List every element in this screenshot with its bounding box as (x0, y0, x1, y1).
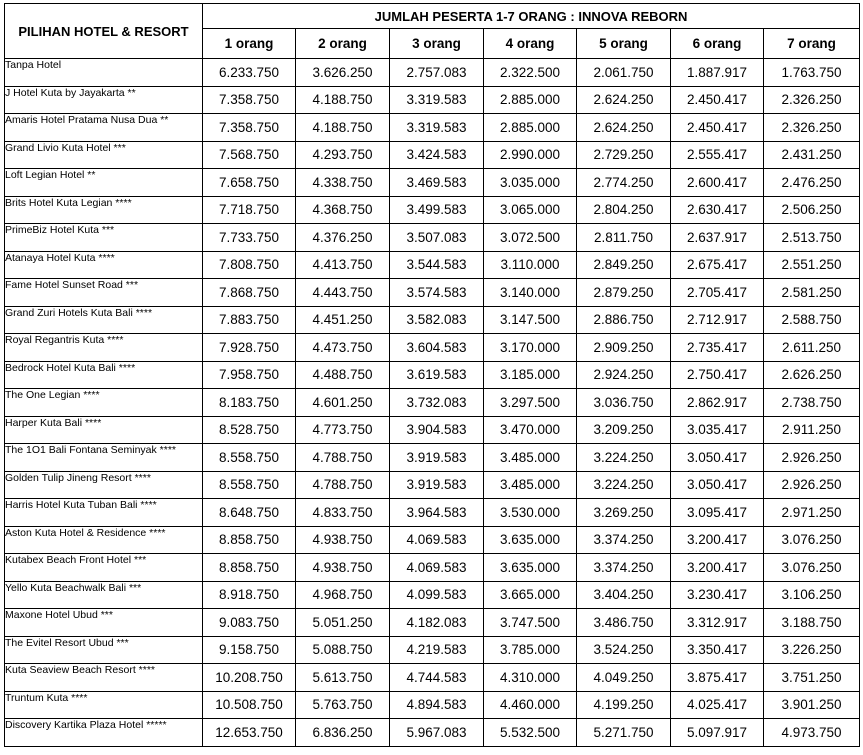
price-cell: 3.470.000 (484, 416, 577, 444)
price-cell: 2.804.250 (577, 196, 671, 224)
hotel-name-cell: J Hotel Kuta by Jayakarta ** (5, 86, 203, 114)
table-row (5, 196, 860, 224)
price-cell: 4.413.750 (296, 251, 390, 279)
price-cell: 5.088.750 (296, 636, 390, 664)
table-row (5, 636, 860, 664)
table-row (5, 719, 860, 747)
price-cell: 4.488.750 (296, 361, 390, 389)
price-cell: 7.358.750 (203, 86, 296, 114)
price-cell: 8.918.750 (203, 581, 296, 609)
price-cell: 5.097.917 (671, 719, 764, 747)
hotel-name-cell: PrimeBiz Hotel Kuta *** (5, 224, 203, 252)
price-cell: 3.312.917 (671, 609, 764, 637)
price-cell: 8.183.750 (203, 389, 296, 417)
price-cell: 3.747.500 (484, 609, 577, 637)
price-cell: 2.909.250 (577, 334, 671, 362)
price-cell: 2.450.417 (671, 86, 764, 114)
price-cell: 3.319.583 (390, 114, 484, 142)
hotel-name-cell: The 1O1 Bali Fontana Seminyak **** (5, 444, 203, 472)
price-cell: 4.833.750 (296, 499, 390, 527)
price-cell: 2.513.750 (764, 224, 860, 252)
price-cell: 5.967.083 (390, 719, 484, 747)
price-cell: 8.648.750 (203, 499, 296, 527)
price-cell: 2.450.417 (671, 114, 764, 142)
hotel-name-cell: The One Legian **** (5, 389, 203, 417)
price-cell: 3.626.250 (296, 59, 390, 87)
price-cell: 2.971.250 (764, 499, 860, 527)
table-row (5, 306, 860, 334)
hotel-price-table (4, 3, 860, 747)
price-cell: 2.581.250 (764, 279, 860, 307)
price-cell: 2.637.917 (671, 224, 764, 252)
price-cell: 7.658.750 (203, 169, 296, 197)
hotel-name-cell: Loft Legian Hotel ** (5, 169, 203, 197)
hotel-column-header: PILIHAN HOTEL & RESORT (5, 4, 203, 59)
price-cell: 2.750.417 (671, 361, 764, 389)
price-cell: 4.473.750 (296, 334, 390, 362)
price-cell: 4.199.250 (577, 691, 671, 719)
price-cell: 2.911.250 (764, 416, 860, 444)
price-cell: 3.619.583 (390, 361, 484, 389)
price-cell: 4.338.750 (296, 169, 390, 197)
price-cell: 2.738.750 (764, 389, 860, 417)
price-cell: 7.568.750 (203, 141, 296, 169)
price-cell: 9.158.750 (203, 636, 296, 664)
price-cell: 3.224.250 (577, 471, 671, 499)
price-cell: 4.460.000 (484, 691, 577, 719)
price-cell: 2.476.250 (764, 169, 860, 197)
price-cell: 2.630.417 (671, 196, 764, 224)
price-cell: 8.528.750 (203, 416, 296, 444)
price-cell: 3.919.583 (390, 471, 484, 499)
price-cell: 2.675.417 (671, 251, 764, 279)
price-cell: 10.508.750 (203, 691, 296, 719)
price-cell: 4.443.750 (296, 279, 390, 307)
price-cell: 2.712.917 (671, 306, 764, 334)
price-cell: 3.904.583 (390, 416, 484, 444)
price-cell: 5.613.750 (296, 664, 390, 692)
price-cell: 5.051.250 (296, 609, 390, 637)
price-cell: 4.188.750 (296, 114, 390, 142)
price-cell: 7.358.750 (203, 114, 296, 142)
hotel-name-cell: Atanaya Hotel Kuta **** (5, 251, 203, 279)
price-cell: 2.326.250 (764, 114, 860, 142)
price-cell: 2.322.500 (484, 59, 577, 87)
price-cell: 3.230.417 (671, 581, 764, 609)
table-row (5, 416, 860, 444)
table-row (5, 499, 860, 527)
hotel-name-cell: Discovery Kartika Plaza Hotel ***** (5, 719, 203, 747)
hotel-name-cell: Fame Hotel Sunset Road *** (5, 279, 203, 307)
price-cell: 4.049.250 (577, 664, 671, 692)
price-cell: 3.269.250 (577, 499, 671, 527)
participant-count-header: 2 orang (296, 29, 390, 59)
price-cell: 3.785.000 (484, 636, 577, 664)
hotel-name-cell: Grand Livio Kuta Hotel *** (5, 141, 203, 169)
price-cell: 7.958.750 (203, 361, 296, 389)
price-cell: 3.875.417 (671, 664, 764, 692)
price-cell: 2.811.750 (577, 224, 671, 252)
price-cell: 2.705.417 (671, 279, 764, 307)
price-cell: 4.938.750 (296, 526, 390, 554)
table-row (5, 554, 860, 582)
price-cell: 3.185.000 (484, 361, 577, 389)
price-cell: 4.182.083 (390, 609, 484, 637)
price-cell: 3.404.250 (577, 581, 671, 609)
price-cell: 2.926.250 (764, 471, 860, 499)
price-cell: 4.894.583 (390, 691, 484, 719)
price-cell: 4.773.750 (296, 416, 390, 444)
price-cell: 4.188.750 (296, 86, 390, 114)
price-cell: 7.718.750 (203, 196, 296, 224)
price-cell: 2.729.250 (577, 141, 671, 169)
price-cell: 2.588.750 (764, 306, 860, 334)
price-table-body (5, 59, 860, 747)
hotel-name-cell: Amaris Hotel Pratama Nusa Dua ** (5, 114, 203, 142)
price-cell: 5.271.750 (577, 719, 671, 747)
price-cell: 3.036.750 (577, 389, 671, 417)
price-cell: 5.532.500 (484, 719, 577, 747)
price-cell: 2.326.250 (764, 86, 860, 114)
table-row (5, 471, 860, 499)
price-cell: 2.849.250 (577, 251, 671, 279)
price-cell: 3.050.417 (671, 444, 764, 472)
price-cell: 4.099.583 (390, 581, 484, 609)
hotel-name-cell: Harper Kuta Bali **** (5, 416, 203, 444)
price-cell: 2.990.000 (484, 141, 577, 169)
price-cell: 2.879.250 (577, 279, 671, 307)
hotel-name-cell: Tanpa Hotel (5, 59, 203, 87)
price-cell: 4.310.000 (484, 664, 577, 692)
price-cell: 9.083.750 (203, 609, 296, 637)
table-row (5, 169, 860, 197)
participants-group-header: JUMLAH PESERTA 1-7 ORANG : INNOVA REBORN (203, 4, 860, 29)
table-row (5, 609, 860, 637)
price-cell: 2.061.750 (577, 59, 671, 87)
table-row (5, 59, 860, 87)
table-row (5, 251, 860, 279)
price-cell: 3.076.250 (764, 526, 860, 554)
price-cell: 2.924.250 (577, 361, 671, 389)
price-cell: 2.626.250 (764, 361, 860, 389)
price-cell: 4.744.583 (390, 664, 484, 692)
price-cell: 3.297.500 (484, 389, 577, 417)
price-cell: 3.200.417 (671, 554, 764, 582)
price-cell: 3.095.417 (671, 499, 764, 527)
price-cell: 10.208.750 (203, 664, 296, 692)
price-cell: 3.901.250 (764, 691, 860, 719)
table-row (5, 389, 860, 417)
price-cell: 2.885.000 (484, 86, 577, 114)
hotel-name-cell: Bedrock Hotel Kuta Bali **** (5, 361, 203, 389)
price-cell: 3.050.417 (671, 471, 764, 499)
price-cell: 3.035.000 (484, 169, 577, 197)
price-cell: 8.558.750 (203, 444, 296, 472)
price-cell: 4.376.250 (296, 224, 390, 252)
price-cell: 3.226.250 (764, 636, 860, 664)
price-cell: 2.600.417 (671, 169, 764, 197)
price-cell: 3.635.000 (484, 554, 577, 582)
price-cell: 4.069.583 (390, 526, 484, 554)
hotel-name-cell: Yello Kuta Beachwalk Bali *** (5, 581, 203, 609)
price-cell: 3.665.000 (484, 581, 577, 609)
price-cell: 1.763.750 (764, 59, 860, 87)
price-cell: 3.147.500 (484, 306, 577, 334)
price-cell: 3.072.500 (484, 224, 577, 252)
price-cell: 7.808.750 (203, 251, 296, 279)
table-row (5, 334, 860, 362)
price-table-container (4, 3, 860, 747)
table-row (5, 691, 860, 719)
price-cell: 2.611.250 (764, 334, 860, 362)
price-cell: 7.733.750 (203, 224, 296, 252)
price-cell: 3.350.417 (671, 636, 764, 664)
price-cell: 3.209.250 (577, 416, 671, 444)
price-cell: 8.558.750 (203, 471, 296, 499)
price-cell: 2.735.417 (671, 334, 764, 362)
price-cell: 3.374.250 (577, 554, 671, 582)
price-cell: 3.076.250 (764, 554, 860, 582)
price-cell: 4.973.750 (764, 719, 860, 747)
table-row (5, 664, 860, 692)
table-row (5, 444, 860, 472)
price-cell: 4.451.250 (296, 306, 390, 334)
price-cell: 3.635.000 (484, 526, 577, 554)
price-cell: 4.601.250 (296, 389, 390, 417)
price-cell: 7.883.750 (203, 306, 296, 334)
participant-count-header: 4 orang (484, 29, 577, 59)
price-cell: 4.788.750 (296, 444, 390, 472)
price-cell: 2.926.250 (764, 444, 860, 472)
price-cell: 4.069.583 (390, 554, 484, 582)
hotel-name-cell: Truntum Kuta **** (5, 691, 203, 719)
price-cell: 4.025.417 (671, 691, 764, 719)
price-cell: 3.035.417 (671, 416, 764, 444)
hotel-name-cell: Brits Hotel Kuta Legian **** (5, 196, 203, 224)
price-cell: 2.551.250 (764, 251, 860, 279)
price-cell: 4.968.750 (296, 581, 390, 609)
price-cell: 3.751.250 (764, 664, 860, 692)
price-cell: 7.928.750 (203, 334, 296, 362)
hotel-name-cell: Royal Regantris Kuta **** (5, 334, 203, 362)
price-cell: 2.555.417 (671, 141, 764, 169)
price-cell: 3.485.000 (484, 471, 577, 499)
price-cell: 3.530.000 (484, 499, 577, 527)
table-row (5, 141, 860, 169)
participant-count-header: 3 orang (390, 29, 484, 59)
price-cell: 3.582.083 (390, 306, 484, 334)
price-cell: 3.374.250 (577, 526, 671, 554)
table-row (5, 526, 860, 554)
participant-count-header: 5 orang (577, 29, 671, 59)
price-cell: 2.506.250 (764, 196, 860, 224)
price-cell: 3.469.583 (390, 169, 484, 197)
price-cell: 4.219.583 (390, 636, 484, 664)
hotel-name-cell: The Evitel Resort Ubud *** (5, 636, 203, 664)
hotel-name-cell: Harris Hotel Kuta Tuban Bali **** (5, 499, 203, 527)
price-cell: 3.106.250 (764, 581, 860, 609)
table-row (5, 581, 860, 609)
table-row (5, 279, 860, 307)
participant-count-header: 1 orang (203, 29, 296, 59)
table-row (5, 114, 860, 142)
price-cell: 3.170.000 (484, 334, 577, 362)
hotel-name-cell: Maxone Hotel Ubud *** (5, 609, 203, 637)
price-cell: 3.919.583 (390, 444, 484, 472)
price-cell: 3.544.583 (390, 251, 484, 279)
price-cell: 3.964.583 (390, 499, 484, 527)
price-cell: 4.938.750 (296, 554, 390, 582)
price-cell: 2.757.083 (390, 59, 484, 87)
price-cell: 4.788.750 (296, 471, 390, 499)
hotel-name-cell: Aston Kuta Hotel & Residence **** (5, 526, 203, 554)
price-cell: 2.886.750 (577, 306, 671, 334)
price-cell: 3.524.250 (577, 636, 671, 664)
price-cell: 2.624.250 (577, 114, 671, 142)
price-cell: 1.887.917 (671, 59, 764, 87)
participant-count-header: 6 orang (671, 29, 764, 59)
table-row (5, 86, 860, 114)
price-cell: 12.653.750 (203, 719, 296, 747)
price-cell: 2.885.000 (484, 114, 577, 142)
hotel-name-cell: Golden Tulip Jineng Resort **** (5, 471, 203, 499)
price-cell: 4.293.750 (296, 141, 390, 169)
price-cell: 3.110.000 (484, 251, 577, 279)
price-cell: 5.763.750 (296, 691, 390, 719)
price-cell: 3.507.083 (390, 224, 484, 252)
price-cell: 8.858.750 (203, 554, 296, 582)
price-cell: 2.431.250 (764, 141, 860, 169)
price-cell: 3.140.000 (484, 279, 577, 307)
price-cell: 3.200.417 (671, 526, 764, 554)
price-cell: 6.836.250 (296, 719, 390, 747)
price-cell: 3.732.083 (390, 389, 484, 417)
price-cell: 3.224.250 (577, 444, 671, 472)
price-cell: 3.188.750 (764, 609, 860, 637)
price-cell: 2.862.917 (671, 389, 764, 417)
hotel-name-cell: Kuta Seaview Beach Resort **** (5, 664, 203, 692)
hotel-name-cell: Grand Zuri Hotels Kuta Bali **** (5, 306, 203, 334)
price-cell: 2.774.250 (577, 169, 671, 197)
price-cell: 3.604.583 (390, 334, 484, 362)
price-cell: 3.065.000 (484, 196, 577, 224)
price-cell: 2.624.250 (577, 86, 671, 114)
price-cell: 3.574.583 (390, 279, 484, 307)
price-cell: 8.858.750 (203, 526, 296, 554)
price-cell: 3.486.750 (577, 609, 671, 637)
hotel-name-cell: Kutabex Beach Front Hotel *** (5, 554, 203, 582)
table-row (5, 361, 860, 389)
price-cell: 6.233.750 (203, 59, 296, 87)
price-cell: 3.499.583 (390, 196, 484, 224)
price-cell: 7.868.750 (203, 279, 296, 307)
table-row (5, 224, 860, 252)
price-cell: 3.319.583 (390, 86, 484, 114)
price-cell: 3.485.000 (484, 444, 577, 472)
price-cell: 4.368.750 (296, 196, 390, 224)
price-cell: 3.424.583 (390, 141, 484, 169)
participant-count-header: 7 orang (764, 29, 860, 59)
